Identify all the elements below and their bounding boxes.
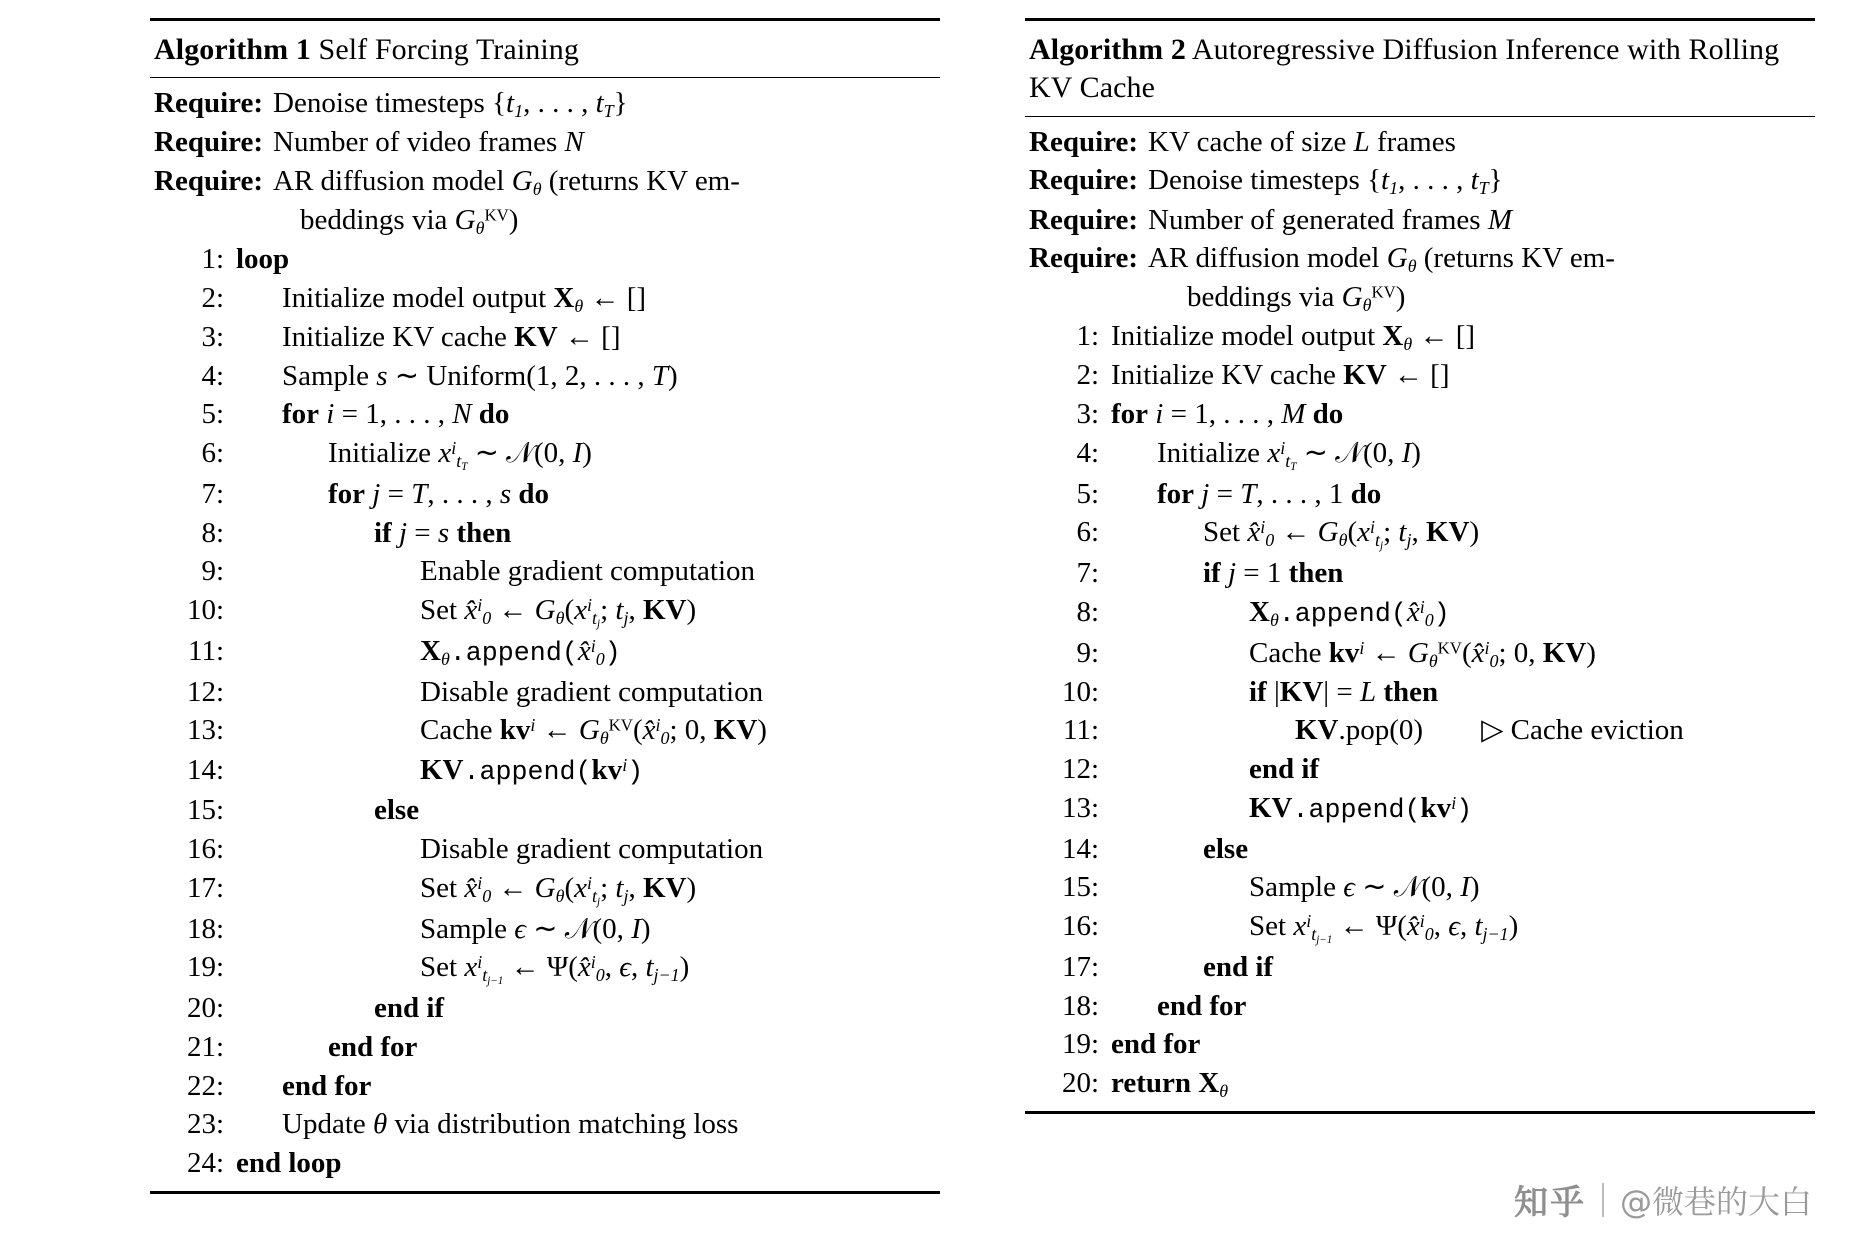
algorithm-2-bottom-rule (1025, 1111, 1815, 1114)
line-text: Set $x^i_{t_{j-1}}$ ← Ψ(x̂$^i_0$, ϵ, $t_{j-1}$) (1249, 909, 1519, 947)
line-text: end for (1111, 1028, 1201, 1061)
algorithm-line (150, 475, 940, 514)
algorithm-line (150, 552, 940, 591)
line-text: if j = s then (374, 516, 512, 549)
line-text: Disable gradient computation (420, 832, 764, 865)
watermark-handle: @微巷的大白 (1619, 1182, 1812, 1221)
require-row (150, 162, 940, 201)
line-number: 9: (1076, 636, 1099, 669)
line-text: end if (374, 992, 445, 1025)
require-row (1025, 123, 1815, 162)
algorithm-line (150, 318, 940, 357)
algorithm-line (1025, 434, 1815, 475)
line-number: 2: (201, 281, 224, 314)
require-label: Require: (1029, 125, 1139, 158)
algorithm-2-label: Algorithm 2 (1029, 33, 1186, 66)
line-text: Set x̂$^i_0$ ← $G_\theta(x^i_{t_j}$; $t_j$, KV) (420, 594, 697, 631)
require-label: Require: (1029, 203, 1139, 236)
continuation-spacer (1025, 278, 1187, 317)
line-text: Initialize KV cache KV ← [] (282, 320, 621, 353)
algorithm-line (1025, 634, 1815, 673)
line-number: 15: (186, 794, 224, 827)
line-number: 20: (1061, 1067, 1099, 1100)
algorithm-line (150, 395, 940, 434)
line-text: if j = 1 then (1203, 557, 1344, 590)
require-text: Number of generated frames M (1148, 203, 1512, 236)
require-label: Require: (1029, 242, 1139, 275)
line-text: if |KV| = L then (1249, 675, 1439, 708)
line-number: 3: (201, 320, 224, 353)
line-text: Set x̂$^i_0$ ← $G_\theta(x^i_{t_j}$; $t_j$, KV) (1203, 516, 1480, 553)
line-number: 1: (1076, 320, 1099, 353)
line-number: 14: (186, 753, 224, 786)
algorithm-1-label: Algorithm 1 (154, 33, 311, 66)
algorithm-line (1025, 789, 1815, 830)
line-number: 16: (186, 832, 224, 865)
line-text: Update θ via distribution matching loss (282, 1108, 739, 1141)
require-text: Number of video frames N (273, 126, 584, 159)
require-label: Require: (154, 126, 264, 159)
algorithm-line (150, 989, 940, 1028)
algorithm-line (150, 632, 940, 673)
line-text: end for (1157, 989, 1247, 1022)
line-text: Initialize model output $X_\theta$ ← [] (1111, 320, 1476, 355)
algorithm-line (1025, 475, 1815, 514)
line-number: 12: (1061, 753, 1099, 786)
require-continuation-row (150, 201, 940, 240)
algorithm-line (150, 830, 940, 869)
line-number: 2: (1076, 359, 1099, 392)
line-number: 13: (1061, 791, 1099, 824)
line-number: 6: (1076, 516, 1099, 549)
line-number: 7: (201, 478, 224, 511)
line-number: 13: (186, 714, 224, 747)
line-text: else (1203, 832, 1249, 865)
line-text: Set x̂$^i_0$ ← $G_\theta(x^i_{t_j}$; $t_j$, KV) (420, 871, 697, 908)
line-number: 4: (201, 359, 224, 392)
algorithm-line (1025, 673, 1815, 712)
algorithm-line (150, 279, 940, 318)
require-label: Require: (1029, 164, 1139, 197)
watermark-logo: 知乎 (1513, 1183, 1586, 1223)
line-text: Set $x^i_{t_{j-1}}$ ← Ψ(x̂$^i_0$, ϵ, $t_{j-1}$) (420, 951, 690, 988)
line-text: Enable gradient computation (420, 555, 756, 588)
line-text: Initialize model output $X_\theta$ ← [] (282, 281, 647, 316)
algorithm-1-name: Self Forcing Training (318, 33, 579, 66)
watermark (1514, 1175, 1812, 1224)
algorithm-line (1025, 1064, 1815, 1103)
algorithm-2-title (1025, 21, 1815, 116)
algorithm-line (1025, 593, 1815, 634)
algorithm-line (1025, 948, 1815, 987)
algorithm-line (1025, 711, 1815, 750)
line-text: Sample ϵ ∼ 𝒩(0, I) (1249, 871, 1480, 904)
algorithm-line (150, 1105, 940, 1144)
line-comment: ▷ Cache eviction (1481, 714, 1684, 747)
algorithm-line (150, 1028, 940, 1067)
line-text: return $X_\theta$ (1111, 1067, 1229, 1102)
require-label: Require: (154, 165, 264, 198)
line-text: else (374, 794, 420, 827)
algorithm-line (150, 791, 940, 830)
algorithm-line (150, 240, 940, 279)
algorithm-line (150, 869, 940, 910)
line-number: 7: (1076, 557, 1099, 590)
line-number: 11: (188, 635, 224, 668)
algorithm-line (1025, 868, 1815, 907)
line-text: end loop (236, 1147, 342, 1180)
require-text: AR diffusion model $G_\theta$ (returns KV em- (1148, 242, 1615, 277)
algorithm-line (1025, 1025, 1815, 1064)
line-number: 8: (1076, 596, 1099, 629)
algorithm-line (150, 711, 940, 750)
line-text: Initialize $x^i_{t_T}$ ∼ 𝒩(0, I) (328, 437, 592, 474)
line-number: 11: (1063, 714, 1099, 747)
line-number: 4: (1076, 436, 1099, 469)
line-number: 5: (1076, 477, 1099, 510)
algorithm-line (1025, 987, 1815, 1026)
algorithm-line (1025, 830, 1815, 869)
algorithm-line (1025, 317, 1815, 356)
line-number: 1: (201, 243, 224, 276)
algorithm-1-bottom-rule (150, 1191, 940, 1194)
require-row (150, 84, 940, 123)
require-text: AR diffusion model $G_\theta$ (returns KV em- (273, 165, 740, 200)
line-number: 22: (186, 1069, 224, 1102)
line-number: 3: (1076, 398, 1099, 431)
line-number: 18: (1061, 989, 1099, 1022)
line-text: for i = 1, . . . , M do (1111, 398, 1344, 431)
line-text: end for (282, 1069, 372, 1102)
require-text: KV cache of size L frames (1148, 125, 1456, 158)
line-number: 23: (186, 1108, 224, 1141)
algorithm-line (1025, 907, 1815, 948)
require-continuation-text: beddings via $G_\theta^{KV}$) (1187, 281, 1406, 316)
line-number: 15: (1061, 871, 1099, 904)
algorithm-line (1025, 750, 1815, 789)
line-text: end for (328, 1030, 418, 1063)
algorithm-line (150, 357, 940, 396)
require-row (1025, 161, 1815, 200)
line-text: $KV.append(kv^i)$ (1249, 791, 1473, 826)
require-text: Denoise timesteps {$t_1$, . . . , $t_T$} (273, 87, 628, 122)
algorithm-line (1025, 356, 1815, 395)
line-text: for j = T, . . . , 1 do (1157, 477, 1382, 510)
line-number: 8: (201, 516, 224, 549)
algorithm-2-name: Autoregressive Diffusion Inference with Rolling KV Cache (1029, 33, 1780, 105)
continuation-spacer (150, 201, 300, 240)
algorithm-line (150, 591, 940, 632)
line-number: 19: (1061, 1028, 1099, 1061)
algorithm-1-title (150, 21, 940, 77)
line-number: 17: (186, 871, 224, 904)
algorithm-line (150, 1067, 940, 1106)
line-number: 10: (186, 594, 224, 627)
line-text: $X_\theta.append(x̂^i_0)$ (420, 635, 621, 670)
watermark-separator (1602, 1183, 1604, 1217)
algorithm-line (150, 948, 940, 989)
line-number: 19: (186, 951, 224, 984)
require-row (1025, 239, 1815, 278)
algorithm-line (1025, 513, 1815, 554)
line-text: for i = 1, . . . , N do (282, 398, 510, 431)
line-text: $KV.append(kv^i)$ (420, 753, 644, 788)
line-text: KV.pop(0) ▷ Cache eviction (1295, 714, 1684, 747)
line-text: Sample ϵ ∼ 𝒩(0, I) (420, 912, 651, 945)
algorithm-2-block (1025, 18, 1815, 1194)
algorithm-line (1025, 554, 1815, 593)
line-number: 24: (186, 1147, 224, 1180)
require-row (1025, 201, 1815, 240)
algorithm-line (1025, 395, 1815, 434)
algorithm-2-body (1025, 117, 1815, 1111)
line-text: Cache $kv^i$ ← $G_\theta^{KV}(x̂^i_0$; 0, KV) (420, 714, 767, 749)
line-number: 14: (1061, 832, 1099, 865)
line-number: 10: (1061, 675, 1099, 708)
line-number: 9: (201, 555, 224, 588)
require-continuation-text: beddings via $G_\theta^{KV}$) (300, 204, 519, 239)
line-text: end if (1203, 950, 1274, 983)
algorithm-line (150, 1144, 940, 1183)
line-number: 18: (186, 912, 224, 945)
require-continuation-row (1025, 278, 1815, 317)
line-text: end if (1249, 753, 1320, 786)
line-text: Sample s ∼ Uniform(1, 2, . . . , T) (282, 359, 678, 392)
line-text: loop (236, 243, 290, 276)
line-number: 6: (201, 437, 224, 470)
line-text: for j = T, . . . , s do (328, 478, 550, 511)
algorithm-line (150, 910, 940, 949)
algorithm-1-block (150, 18, 940, 1194)
algorithm-line (150, 514, 940, 553)
algorithm-line (150, 673, 940, 712)
line-number: 5: (201, 398, 224, 431)
line-text: Disable gradient computation (420, 675, 764, 708)
require-label: Require: (154, 87, 264, 120)
algorithm-line (150, 434, 940, 475)
line-text: Initialize KV cache KV ← [] (1111, 359, 1450, 392)
line-number: 21: (186, 1030, 224, 1063)
line-number: 20: (186, 992, 224, 1025)
require-text: Denoise timesteps {$t_1$, . . . , $t_T$} (1148, 164, 1503, 199)
line-text: Cache $kv^i$ ← $G_\theta^{KV}(x̂^i_0$; 0, KV) (1249, 636, 1596, 671)
algorithm-line (150, 751, 940, 792)
line-text: $X_\theta.append(x̂^i_0)$ (1249, 596, 1450, 631)
algorithm-1-body (150, 78, 940, 1190)
line-number: 16: (1061, 909, 1099, 942)
require-row (150, 123, 940, 162)
line-number: 12: (186, 675, 224, 708)
line-text: Initialize $x^i_{t_T}$ ∼ 𝒩(0, I) (1157, 436, 1421, 473)
line-number: 17: (1061, 950, 1099, 983)
